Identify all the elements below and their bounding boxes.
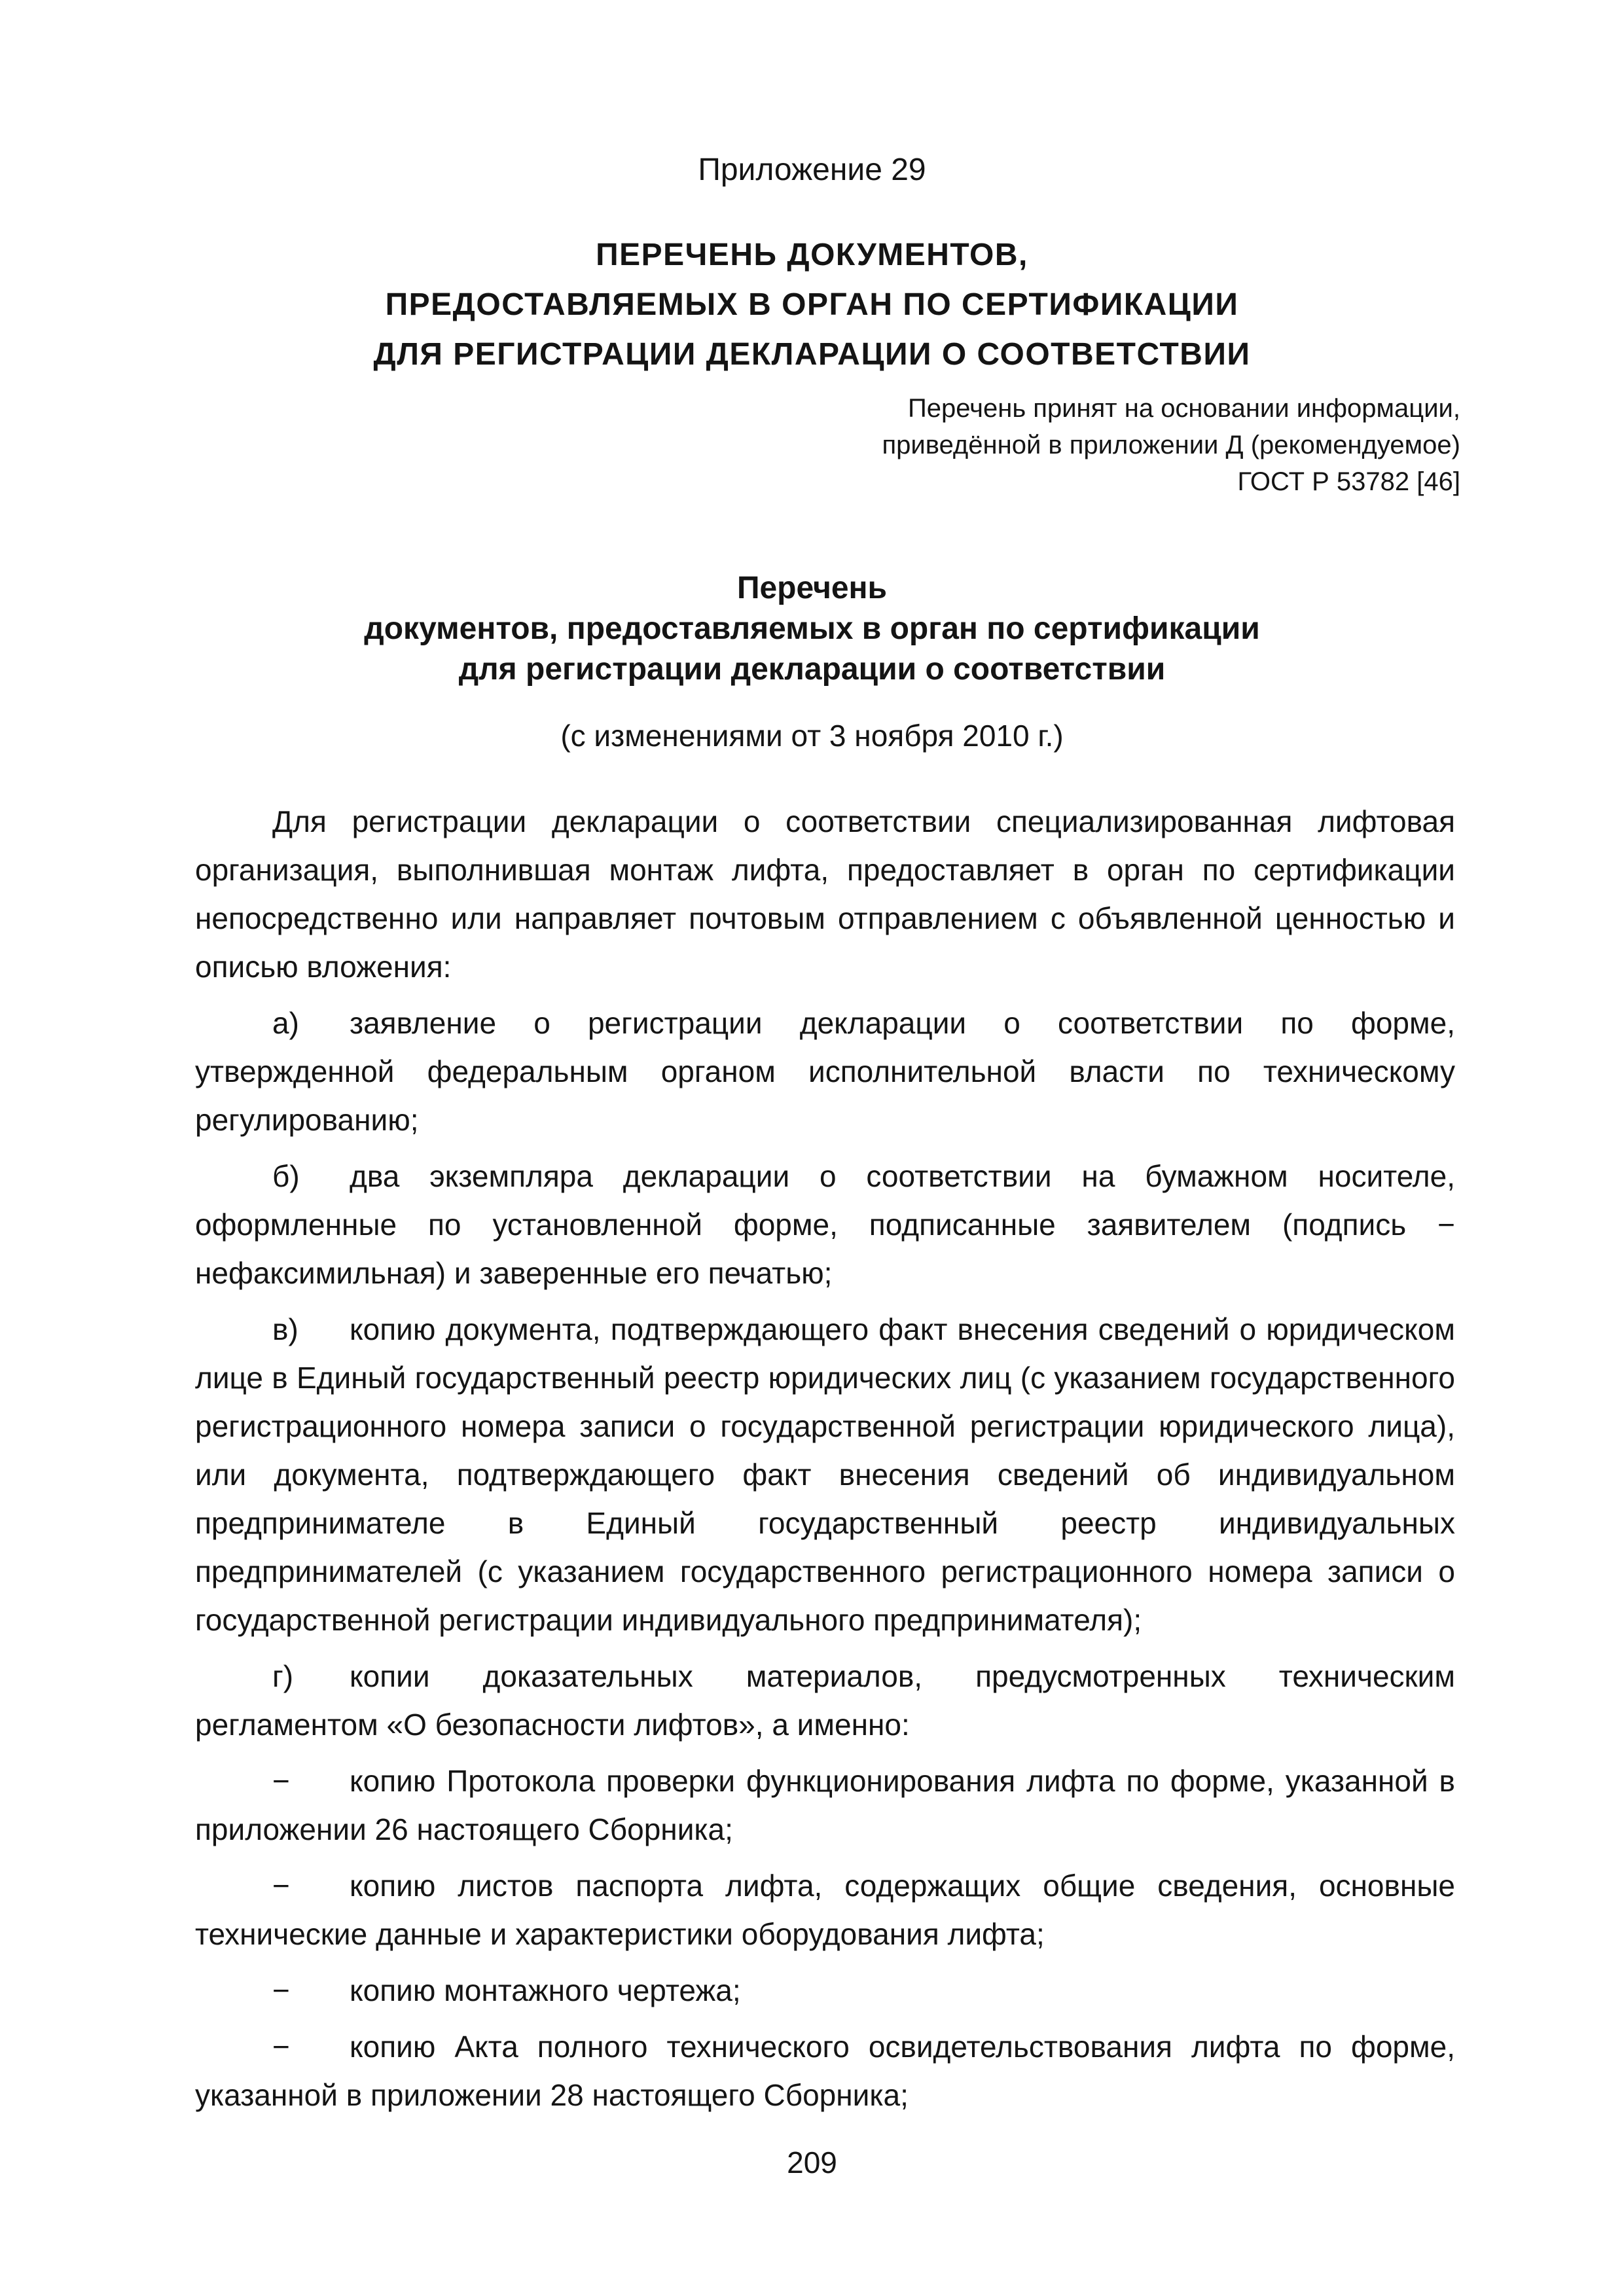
sub-list-item-text: копию Протокола проверки функционирования лифта по форме, указанной в приложении 26 настоящего Сборника;	[195, 1764, 1455, 1846]
list-item-v	[195, 1305, 1455, 1644]
sub-list-item-text: копию Акта полного технического освидетельствования лифта по форме, указанной в приложении 28 настоящего Сборника;	[195, 2030, 1455, 2112]
intro-paragraph: Для регистрации декларации о соответствии специализированная лифтовая организация, выполнившая монтаж лифта, предоставляет в орган по сертификации непосредственно или направляет почтовым отправлением с объявленной ценностью и описью вложения:	[195, 804, 1455, 984]
source-note-line: Перечень принят на основании информации,	[908, 394, 1460, 423]
source-note-line: приведённой в приложении Д (рекомендуемое)	[882, 431, 1460, 459]
source-note-line: ГОСТ Р 53782 [46]	[1237, 467, 1460, 496]
dash-marker: −	[272, 2030, 290, 2064]
list-item-text: два экземпляра декларации о соответствии на бумажном носителе, оформленные по установленной форме, подписанные заявителем (подпись − нефаксимильная) и заверенные его печатью;	[195, 1159, 1455, 1290]
list-marker: а)	[272, 1006, 299, 1040]
appendix-label: Приложение 29	[698, 152, 926, 187]
body-text	[195, 797, 1455, 2127]
sub-list-item	[195, 2022, 1455, 2119]
sub-title	[0, 568, 1624, 690]
main-title-line: ДЛЯ РЕГИСТРАЦИИ ДЕКЛАРАЦИИ О СООТВЕТСТВИИ	[373, 337, 1251, 372]
sub-list-item	[195, 1861, 1455, 1958]
sub-list-item	[195, 1966, 1455, 2015]
main-title-line: ПРЕДОСТАВЛЯЕМЫХ В ОРГАН ПО СЕРТИФИКАЦИИ	[385, 287, 1239, 322]
source-note	[882, 390, 1460, 500]
list-marker: г)	[272, 1659, 294, 1693]
list-item-a	[195, 999, 1455, 1144]
sub-list-item	[195, 1757, 1455, 1854]
dash-marker: −	[272, 1973, 290, 2007]
dash-marker: −	[272, 1764, 290, 1798]
list-item-text: заявление о регистрации декларации о соответствии по форме, утвержденной федеральным органом исполнительной власти по техническому регулированию;	[195, 1006, 1455, 1137]
sub-list-item-text: копию листов паспорта лифта, содержащих общие сведения, основные технические данные и характеристики оборудования лифта;	[195, 1869, 1455, 1951]
sub-list-item-text: копию монтажного чертежа;	[350, 1973, 741, 2007]
list-item-text: копию документа, подтверждающего факт внесения сведений о юридическом лице в Единый государственный реестр юридических лиц (с указанием государственного регистрационного номера записи о государственной регистрации юридического лица), или документа, подтверждающего факт внесения сведений об индивидуальном предпринимателе в Единый государственный реестр индивидуальных предпринимателей (с указанием государственного регистрационного номера записи о государственной регистрации индивидуального предпринимателя);	[195, 1312, 1455, 1637]
sub-title-line: документов, предоставляемых в орган по сертификации	[364, 611, 1260, 646]
list-item-text: копии доказательных материалов, предусмотренных техническим регламентом «О безопасности лифтов», а именно:	[195, 1659, 1455, 1742]
main-title	[0, 230, 1624, 380]
amendments-note: (с изменениями от 3 ноября 2010 г.)	[560, 719, 1064, 753]
list-marker: б)	[272, 1159, 300, 1193]
list-item-b	[195, 1152, 1455, 1297]
sub-title-line: для регистрации декларации о соответствии	[458, 652, 1166, 687]
list-marker: в)	[272, 1312, 298, 1346]
page-number: 209	[787, 2145, 837, 2179]
sub-title-line: Перечень	[736, 571, 888, 605]
main-title-line: ПЕРЕЧЕНЬ ДОКУМЕНТОВ,	[596, 238, 1028, 272]
dash-marker: −	[272, 1869, 290, 1903]
list-item-g	[195, 1652, 1455, 1749]
